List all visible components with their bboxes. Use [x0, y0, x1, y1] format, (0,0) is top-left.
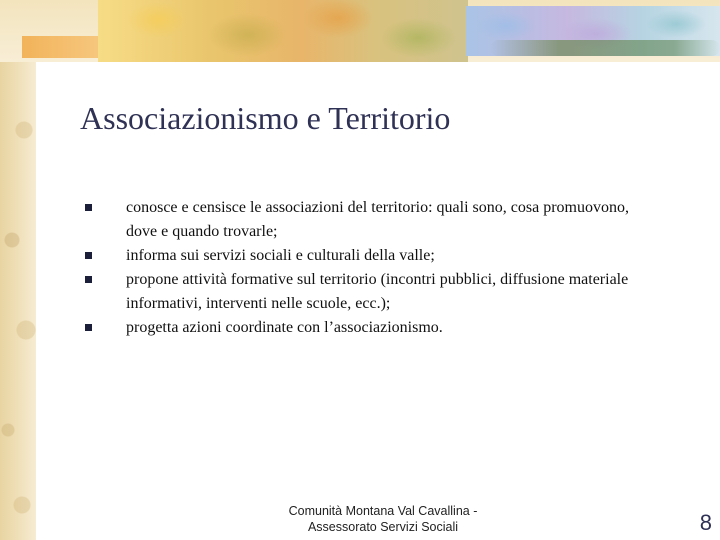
square-bullet-icon — [85, 252, 92, 259]
bullet-item — [85, 268, 645, 316]
square-bullet-icon — [85, 276, 92, 283]
parchment-border — [0, 0, 36, 540]
bullet-list — [85, 196, 645, 340]
banner-orange-stripe — [22, 36, 100, 58]
banner-grass-image — [490, 40, 720, 56]
bullet-item — [85, 316, 645, 340]
decorative-banner — [0, 0, 720, 62]
page-number: 8 — [699, 510, 712, 535]
banner-leaves-image — [98, 0, 468, 62]
bullet-text: informa sui servizi sociali e culturali della valle; — [126, 247, 435, 264]
bullet-text: conosce e censisce le associazioni del territorio: quali sono, cosa promuovono, dove e quando trovarle; — [126, 199, 629, 240]
bullet-item — [85, 196, 645, 244]
bullet-text: progetta azioni coordinate con l’associazionismo. — [126, 319, 443, 336]
slide-footer — [268, 503, 498, 535]
square-bullet-icon — [85, 204, 92, 211]
bullet-item — [85, 244, 645, 268]
footer-line-1: Comunità Montana Val Cavallina - — [288, 504, 478, 518]
footer-line-2: Assessorato Servizi Sociali — [307, 520, 459, 534]
bullet-text: propone attività formative sul territorio (incontri pubblici, diffusione materiale informativi, interventi nelle scuole, ecc.); — [126, 271, 629, 312]
slide-title: Associazionismo e Territorio — [80, 100, 451, 136]
square-bullet-icon — [85, 324, 92, 331]
